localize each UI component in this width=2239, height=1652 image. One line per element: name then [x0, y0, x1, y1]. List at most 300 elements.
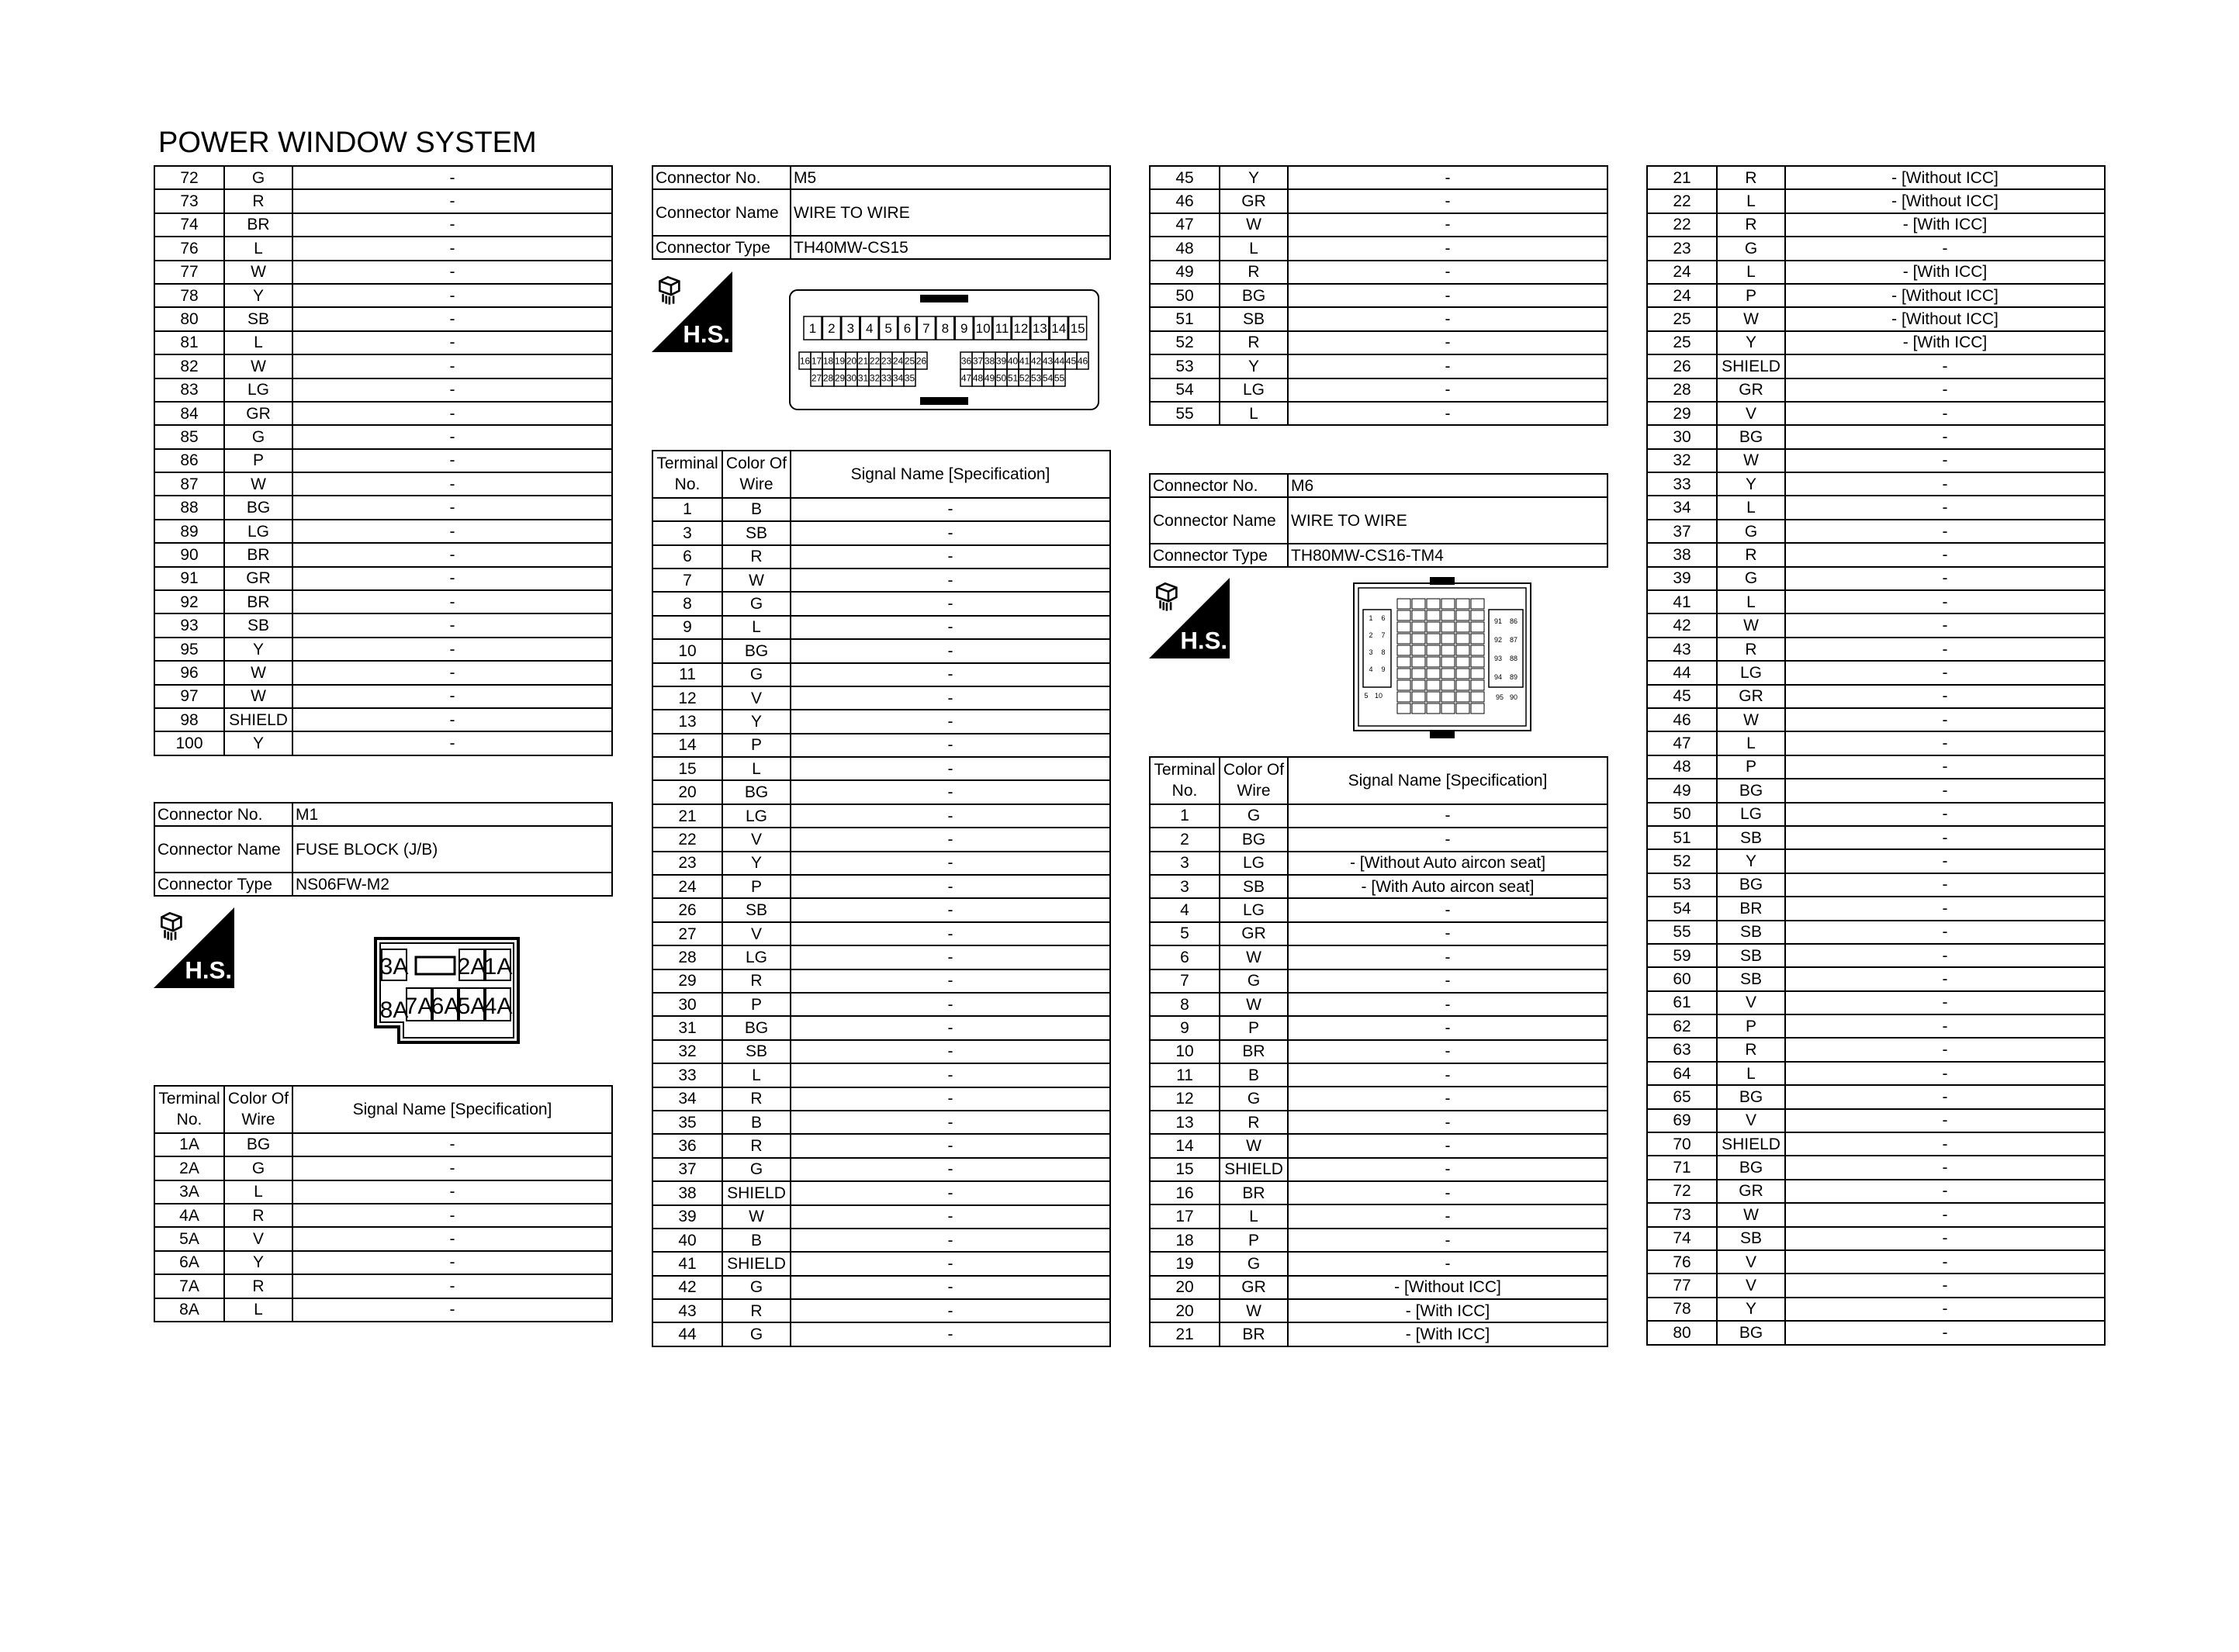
signal-name: - [1785, 354, 2105, 378]
wire-color: Y [224, 731, 292, 755]
table-row [1150, 945, 1607, 969]
wire-color: R [224, 1204, 292, 1227]
top-left-terminal-table [154, 165, 613, 756]
signal-name: - [1288, 828, 1607, 851]
header-line: Terminal [1154, 761, 1216, 779]
wire-color: R [722, 1134, 791, 1157]
signal-name: - [1288, 1087, 1607, 1110]
terminal-no: 46 [1150, 189, 1220, 213]
wire-color: P [722, 734, 791, 757]
table-row [154, 520, 612, 543]
terminal-no: 19 [1150, 1252, 1220, 1275]
signal-name: - [1288, 898, 1607, 921]
m5-cont-terminal-rows [1150, 166, 1607, 425]
signal-name: - [791, 521, 1110, 544]
signal-name: - [292, 1274, 612, 1298]
m5-pin-label: 37 [972, 355, 984, 367]
table-row [154, 661, 612, 684]
terminal-no: 22 [652, 828, 722, 851]
signal-name: - [292, 472, 612, 496]
table-row [652, 1205, 1110, 1229]
signal-name: - [1785, 685, 2105, 708]
wire-color: BG [722, 1016, 791, 1039]
wire-color: L [1717, 590, 1785, 613]
terminal-no: 6 [652, 545, 722, 569]
signal-name: - [1785, 897, 2105, 920]
wire-color: BG [224, 1133, 292, 1156]
terminal-no: 29 [652, 969, 722, 993]
signal-name: - [791, 804, 1110, 828]
terminal-no: 100 [154, 731, 224, 755]
terminal-no: 39 [652, 1205, 722, 1229]
wire-color: P [1220, 1229, 1288, 1252]
wire-color: SHIELD [1717, 1132, 1785, 1156]
terminal-no: 1A [154, 1133, 224, 1156]
table-row [652, 969, 1110, 993]
signal-name: - [791, 852, 1110, 875]
table-row [1150, 993, 1607, 1016]
table-row [1647, 1250, 2105, 1274]
signal-name: - [1785, 449, 2105, 472]
signal-name: - [1288, 1040, 1607, 1063]
table-row [1647, 967, 2105, 990]
wire-color: BG [1717, 873, 1785, 897]
terminal-no: 82 [154, 354, 224, 378]
m5-pin-label: 55 [1054, 372, 1065, 384]
m6-pin-label: 90 [1509, 693, 1518, 701]
m1-pin-label: 2A [457, 954, 486, 980]
table-row [1150, 1181, 1607, 1204]
wire-color: G [1220, 1087, 1288, 1110]
terminal-no: 27 [652, 922, 722, 945]
signal-name-header: Signal Name [Specification] [1288, 757, 1607, 804]
signal-name: - [292, 378, 612, 402]
terminal-no: 23 [652, 852, 722, 875]
signal-name: - [292, 1204, 612, 1227]
wire-color: BG [1220, 828, 1288, 851]
signal-name: - [791, 686, 1110, 710]
table-row [1150, 852, 1607, 875]
m6-pin-label: 91 [1493, 617, 1503, 625]
signal-name: - [292, 520, 612, 543]
terminal-no: 48 [1150, 237, 1220, 260]
terminal-no: 5A [154, 1227, 224, 1250]
table-row [652, 1040, 1110, 1063]
m5-pin-label: 30 [846, 372, 857, 384]
signal-name: - [791, 592, 1110, 615]
terminal-no: 77 [154, 261, 224, 284]
signal-name: - [1288, 261, 1607, 284]
signal-name: - [791, 780, 1110, 804]
terminal-no: 53 [1150, 354, 1220, 378]
terminal-no: 3 [652, 521, 722, 544]
m5-pin-label: 35 [904, 372, 915, 384]
table-row [1647, 826, 2105, 849]
header-line: Terminal [158, 1090, 220, 1108]
wire-color: W [1220, 213, 1288, 237]
terminal-no: 14 [652, 734, 722, 757]
table-row [1150, 1229, 1607, 1252]
table-row [652, 592, 1110, 615]
terminal-no: 11 [652, 663, 722, 686]
m5-connector-no: M5 [791, 166, 1110, 189]
wire-color: R [722, 1087, 791, 1111]
signal-name: - [1288, 1158, 1607, 1181]
wire-color: GR [1220, 189, 1288, 213]
m6-pin-label: 8 [1381, 648, 1386, 656]
top-left-terminal-rows [154, 166, 612, 755]
m5-pin-label: 7 [922, 321, 930, 337]
table-row [1647, 613, 2105, 637]
terminal-no: 70 [1647, 1132, 1717, 1156]
terminal-no: 97 [154, 685, 224, 708]
wire-color: W [1220, 1299, 1288, 1322]
signal-name: - [791, 898, 1110, 921]
wire-color: SB [722, 521, 791, 544]
signal-name: - [791, 710, 1110, 733]
table-row [1647, 496, 2105, 519]
table-row [154, 166, 612, 189]
terminal-no: 29 [1647, 402, 1717, 425]
wire-color: B [1220, 1063, 1288, 1087]
color-of-wire-header [722, 451, 791, 498]
table-row [154, 590, 612, 613]
signal-name: - [791, 1276, 1110, 1299]
signal-name: - [791, 945, 1110, 969]
signal-name: - [292, 496, 612, 519]
signal-name: - [1785, 1180, 2105, 1203]
wire-color: SB [722, 1040, 791, 1063]
terminal-no: 49 [1150, 261, 1220, 284]
wire-color: Y [1717, 472, 1785, 496]
wire-color: G [1220, 804, 1288, 828]
m6-pin-label: 6 [1381, 614, 1386, 622]
terminal-no: 72 [1647, 1180, 1717, 1203]
terminal-no: 8 [652, 592, 722, 615]
signal-name: - [1785, 543, 2105, 566]
wire-color: W [722, 569, 791, 592]
m6-pin-label: 93 [1493, 655, 1503, 662]
wire-color: W [1717, 307, 1785, 330]
table-row [1647, 685, 2105, 708]
wire-color: SB [1717, 826, 1785, 849]
terminal-no: 53 [1647, 873, 1717, 897]
wire-color: R [1220, 261, 1288, 284]
m5-pin-label: 19 [834, 355, 846, 367]
signal-name: - [292, 261, 612, 284]
table-row [652, 1252, 1110, 1275]
table-row [652, 1158, 1110, 1181]
signal-name: - [791, 1063, 1110, 1087]
m6-connector-name: WIRE TO WIRE [1288, 497, 1607, 544]
signal-name: - [1288, 237, 1607, 260]
signal-name: - [292, 331, 612, 354]
signal-name: - [791, 569, 1110, 592]
signal-name: - [292, 1298, 612, 1322]
wire-color: W [1220, 993, 1288, 1016]
terminal-no: 25 [1647, 331, 1717, 354]
m5-connector-name: WIRE TO WIRE [791, 189, 1110, 236]
terminal-no: 9 [652, 616, 722, 639]
terminal-no: 32 [1647, 449, 1717, 472]
wire-color: SB [224, 613, 292, 637]
wire-color: P [1717, 284, 1785, 307]
terminal-no: 91 [154, 567, 224, 590]
wire-color: L [224, 1298, 292, 1322]
terminal-no: 8 [1150, 993, 1220, 1016]
terminal-no: 64 [1647, 1062, 1717, 1085]
table-row [1150, 284, 1607, 307]
table-row [1647, 449, 2105, 472]
m5-pin-label: 43 [1042, 355, 1054, 367]
table-row [1647, 307, 2105, 330]
m5-pin-label: 28 [822, 372, 834, 384]
m6-pin-label: 89 [1509, 673, 1518, 681]
wire-color: L [1717, 261, 1785, 284]
wire-color: L [722, 616, 791, 639]
signal-name: - [1785, 944, 2105, 967]
m5-pin-label: 25 [904, 355, 915, 367]
table-row [1150, 237, 1607, 260]
m5-pin-label: 13 [1032, 321, 1047, 337]
terminal-no-header [652, 451, 722, 498]
table-row [1647, 378, 2105, 402]
header-line: Terminal [656, 454, 718, 473]
wire-color: W [1220, 945, 1288, 969]
table-row [1647, 1321, 2105, 1344]
wire-color: V [722, 922, 791, 945]
terminal-no: 21 [652, 804, 722, 828]
m5-pin-label: 20 [846, 355, 857, 367]
signal-name: - [292, 708, 612, 731]
wire-color: BG [1717, 779, 1785, 802]
terminal-no: 80 [154, 307, 224, 330]
terminal-no: 50 [1150, 284, 1220, 307]
connector-type-label: Connector Type [1150, 544, 1288, 567]
signal-name: - [292, 1251, 612, 1274]
table-row [652, 1299, 1110, 1322]
table-row [1647, 543, 2105, 566]
connector-name-label: Connector Name [154, 826, 292, 873]
signal-name: - [Without ICC] [1785, 284, 2105, 307]
terminal-no: 89 [154, 520, 224, 543]
table-row [1647, 472, 2105, 496]
m5-pin-label: 33 [881, 372, 892, 384]
wire-color: LG [224, 520, 292, 543]
table-row [1647, 284, 2105, 307]
wire-color: SB [1717, 944, 1785, 967]
terminal-no: 54 [1647, 897, 1717, 920]
m6-pin-label: 92 [1493, 636, 1503, 644]
signal-name: - [292, 1156, 612, 1180]
wire-color: R [722, 545, 791, 569]
wire-color: LG [1220, 852, 1288, 875]
wire-color: SB [1717, 967, 1785, 990]
wire-color: W [1220, 1134, 1288, 1157]
table-row [154, 567, 612, 590]
terminal-no: 30 [652, 993, 722, 1016]
terminal-no: 26 [652, 898, 722, 921]
signal-name: - [791, 1087, 1110, 1111]
wire-color: L [224, 237, 292, 260]
table-row [652, 498, 1110, 521]
table-row [154, 1204, 612, 1227]
terminal-no: 39 [1647, 567, 1717, 590]
table-row [154, 189, 612, 213]
table-row [1150, 166, 1607, 189]
terminal-no: 47 [1150, 213, 1220, 237]
wire-color: W [722, 1205, 791, 1229]
m1-connector-diagram [372, 937, 524, 1047]
terminal-no: 10 [1150, 1040, 1220, 1063]
terminal-no: 80 [1647, 1321, 1717, 1344]
table-row [1150, 922, 1607, 945]
table-row [1647, 1014, 2105, 1038]
wire-color: SB [1717, 921, 1785, 944]
wire-color: SB [722, 898, 791, 921]
m5-pin-label: 44 [1054, 355, 1065, 367]
m5-pin-label: 14 [1051, 321, 1067, 337]
table-row [1647, 331, 2105, 354]
signal-name: - [1785, 1085, 2105, 1108]
table-row [154, 1274, 612, 1298]
signal-name: - [791, 1252, 1110, 1275]
page-title: POWER WINDOW SYSTEM [158, 126, 537, 159]
terminal-no: 31 [652, 1016, 722, 1039]
table-row [1647, 921, 2105, 944]
table-row [1647, 1156, 2105, 1179]
m5-pin-label: 21 [857, 355, 869, 367]
signal-name: - [1288, 1111, 1607, 1134]
terminal-no: 12 [652, 686, 722, 710]
m5-pin-label: 5 [884, 321, 892, 337]
wire-color: SHIELD [1220, 1158, 1288, 1181]
signal-name: - [292, 284, 612, 307]
table-row [1150, 378, 1607, 402]
signal-name: - [791, 875, 1110, 898]
wire-color: L [1717, 731, 1785, 755]
m5-pin-label: 48 [972, 372, 984, 384]
signal-name: - [292, 685, 612, 708]
table-row [1647, 638, 2105, 661]
terminal-no: 43 [652, 1299, 722, 1322]
table-row [652, 1322, 1110, 1346]
wire-color: R [224, 189, 292, 213]
signal-name: - [292, 354, 612, 378]
table-row [1150, 1111, 1607, 1134]
m6-pin-label: 3 [1369, 648, 1373, 656]
wire-color: W [224, 261, 292, 284]
header-line: Color Of [725, 454, 787, 473]
wire-color: B [722, 1111, 791, 1134]
wire-color: L [722, 757, 791, 780]
signal-name: - [1288, 1204, 1607, 1228]
wire-color: LG [1717, 661, 1785, 684]
table-row [1150, 1252, 1607, 1275]
wire-color: B [722, 1229, 791, 1252]
m5-pin-label: 8 [941, 321, 950, 337]
header-line: No. [674, 475, 701, 494]
table-row [652, 710, 1110, 733]
terminal-no: 71 [1647, 1156, 1717, 1179]
terminal-no: 78 [1647, 1298, 1717, 1321]
wire-color: V [1717, 991, 1785, 1014]
m1-connector-info [154, 802, 613, 897]
m5-pin-label: 49 [984, 372, 995, 384]
wire-color: V [1717, 402, 1785, 425]
table-row [154, 1251, 612, 1274]
wire-color: Y [224, 638, 292, 661]
m6-pin-label: 95 [1495, 693, 1504, 701]
terminal-no: 4A [154, 1204, 224, 1227]
table-row [1647, 520, 2105, 543]
signal-name: - [791, 757, 1110, 780]
signal-name: - [1785, 1274, 2105, 1297]
wire-color: BR [1220, 1040, 1288, 1063]
terminal-no: 63 [1647, 1038, 1717, 1061]
signal-name: - [1785, 378, 2105, 402]
terminal-no: 90 [154, 543, 224, 566]
signal-name: - [791, 545, 1110, 569]
terminal-no: 6A [154, 1251, 224, 1274]
table-row [652, 639, 1110, 662]
table-row [1150, 354, 1607, 378]
wire-color: G [1717, 520, 1785, 543]
table-row [154, 402, 612, 425]
wire-color: Y [224, 1251, 292, 1274]
wire-color: Y [1717, 331, 1785, 354]
m5-pin-label: 38 [984, 355, 995, 367]
table-row [1150, 828, 1607, 851]
table-row [652, 1134, 1110, 1157]
signal-name: - [1785, 520, 2105, 543]
terminal-no: 3 [1150, 875, 1220, 898]
wire-color: GR [224, 402, 292, 425]
signal-name: - [791, 734, 1110, 757]
wire-color: G [722, 592, 791, 615]
table-row [154, 613, 612, 637]
signal-name: - [1785, 237, 2105, 260]
wire-color: W [1717, 613, 1785, 637]
signal-name: - [292, 613, 612, 637]
signal-name: - [1785, 1227, 2105, 1250]
terminal-no: 22 [1647, 213, 1717, 237]
terminal-no: 24 [1647, 284, 1717, 307]
signal-name: - [1288, 378, 1607, 402]
signal-name: - [791, 1111, 1110, 1134]
harness-side-icon [1149, 578, 1230, 658]
table-row [1647, 1109, 2105, 1132]
wire-color: LG [1220, 898, 1288, 921]
signal-name: - [With ICC] [1288, 1322, 1607, 1346]
terminal-no: 7A [154, 1274, 224, 1298]
wire-color: BG [224, 496, 292, 519]
wire-color: SB [1220, 875, 1288, 898]
terminal-no: 14 [1150, 1134, 1220, 1157]
signal-name: - [Without ICC] [1288, 1276, 1607, 1299]
table-row [154, 1180, 612, 1204]
wire-color: BR [1717, 897, 1785, 920]
signal-name: - [1785, 1321, 2105, 1344]
wire-color: SHIELD [722, 1252, 791, 1275]
signal-name: - [1288, 166, 1607, 189]
table-row [652, 686, 1110, 710]
terminal-no: 73 [1647, 1203, 1717, 1226]
terminal-no: 47 [1647, 731, 1717, 755]
terminal-no: 9 [1150, 1016, 1220, 1039]
signal-name: - [1785, 779, 2105, 802]
signal-name: - [1785, 967, 2105, 990]
